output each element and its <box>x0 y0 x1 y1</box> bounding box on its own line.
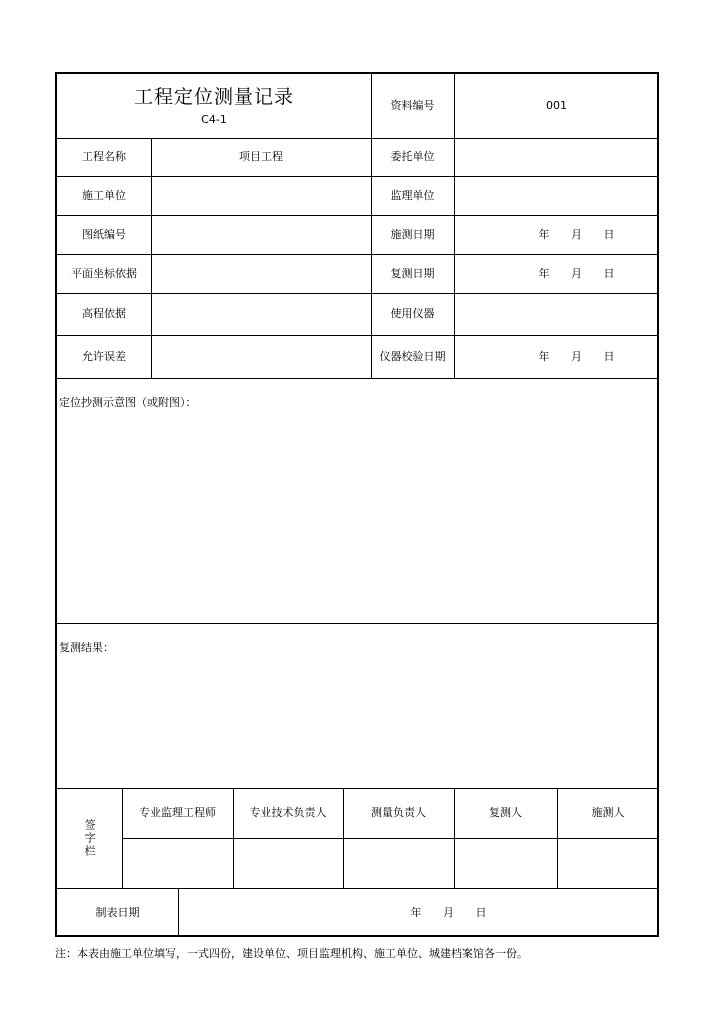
allowable-error-value[interactable] <box>151 335 371 378</box>
elevation-basis-value[interactable] <box>151 293 371 335</box>
grid-line <box>57 378 659 379</box>
survey-date-value[interactable]: 年 月 日 <box>538 227 615 241</box>
doc-no-label: 资料编号 <box>390 99 435 113</box>
grid-line <box>122 838 659 839</box>
doc-no-value[interactable]: 001 <box>546 99 567 113</box>
survey-record-form <box>55 72 659 937</box>
client-unit-label: 委托单位 <box>390 150 435 164</box>
plane-coordinate-basis-value[interactable] <box>151 254 371 293</box>
grid-line <box>57 254 659 255</box>
made-date-label: 制表日期 <box>95 905 140 919</box>
recheck-date-label: 复测日期 <box>390 266 435 280</box>
grid-line <box>57 176 659 177</box>
form-header <box>57 74 371 138</box>
surveyor-label: 施测人 <box>591 806 625 820</box>
grid-line <box>122 788 123 888</box>
survey-date-label: 施测日期 <box>390 227 435 241</box>
instrument-calibration-date-label: 仪器校验日期 <box>379 349 446 363</box>
sketch-area[interactable] <box>57 378 659 623</box>
grid-line <box>57 335 659 336</box>
recheck-result-area[interactable] <box>57 623 659 788</box>
grid-line <box>57 293 659 294</box>
surveyor-signature[interactable] <box>557 838 659 888</box>
plane-coordinate-basis-label: 平面坐标依据 <box>71 266 137 280</box>
supervision-unit-value[interactable] <box>454 176 659 215</box>
construction-unit-label: 施工单位 <box>82 188 126 202</box>
recheck-label: 复测结果： <box>59 641 114 654</box>
survey-lead-label: 测量负责人 <box>371 806 426 820</box>
project-name-label: 工程名称 <box>82 150 126 164</box>
grid-line <box>454 788 455 888</box>
instrument-value[interactable] <box>454 293 659 335</box>
grid-line <box>57 888 659 889</box>
instrument-calibration-date-value[interactable]: 年 月 日 <box>538 349 615 363</box>
grid-line <box>57 623 659 624</box>
allowable-error-label: 允许误差 <box>82 349 126 363</box>
sketch-label: 定位抄测示意图（或附图）： <box>59 396 197 409</box>
supervising-engineer-label: 专业监理工程师 <box>139 806 216 820</box>
made-date-value[interactable]: 年 月 日 <box>410 905 487 919</box>
form-title: 工程定位测量记录 <box>133 86 294 108</box>
project-name-value[interactable]: 项目工程 <box>239 150 283 164</box>
grid-line <box>151 138 152 378</box>
recheck-date-value[interactable]: 年 月 日 <box>538 266 615 280</box>
grid-line <box>57 788 659 789</box>
grid-line <box>57 215 659 216</box>
grid-line <box>454 74 455 378</box>
form-note: 注：本表由施工单位填写，一式四份，建设单位、项目监理机构、施工单位、城建档案馆各一份。 <box>55 947 528 960</box>
drawing-no-label: 图纸编号 <box>82 227 126 241</box>
rechecker-signature[interactable] <box>454 838 557 888</box>
form-code: C4-1 <box>201 112 227 126</box>
grid-line <box>371 74 372 378</box>
technical-lead-label: 专业技术负责人 <box>249 806 327 820</box>
construction-unit-value[interactable] <box>151 176 371 215</box>
rechecker-label: 复测人 <box>489 806 522 820</box>
grid-line <box>343 788 344 888</box>
signature-section-label: 签字栏 <box>83 818 97 858</box>
grid-line <box>233 788 234 888</box>
client-unit-value[interactable] <box>454 138 659 176</box>
grid-line <box>557 788 558 888</box>
supervision-unit-label: 监理单位 <box>390 188 435 202</box>
technical-lead-signature[interactable] <box>233 838 343 888</box>
grid-line <box>57 138 659 139</box>
instrument-label: 使用仪器 <box>390 307 435 321</box>
elevation-basis-label: 高程依据 <box>82 307 126 321</box>
survey-lead-signature[interactable] <box>343 838 454 888</box>
supervising-engineer-signature[interactable] <box>122 838 233 888</box>
grid-line <box>178 888 179 937</box>
signature-section-label-cell <box>57 788 122 888</box>
drawing-no-value[interactable] <box>151 215 371 254</box>
